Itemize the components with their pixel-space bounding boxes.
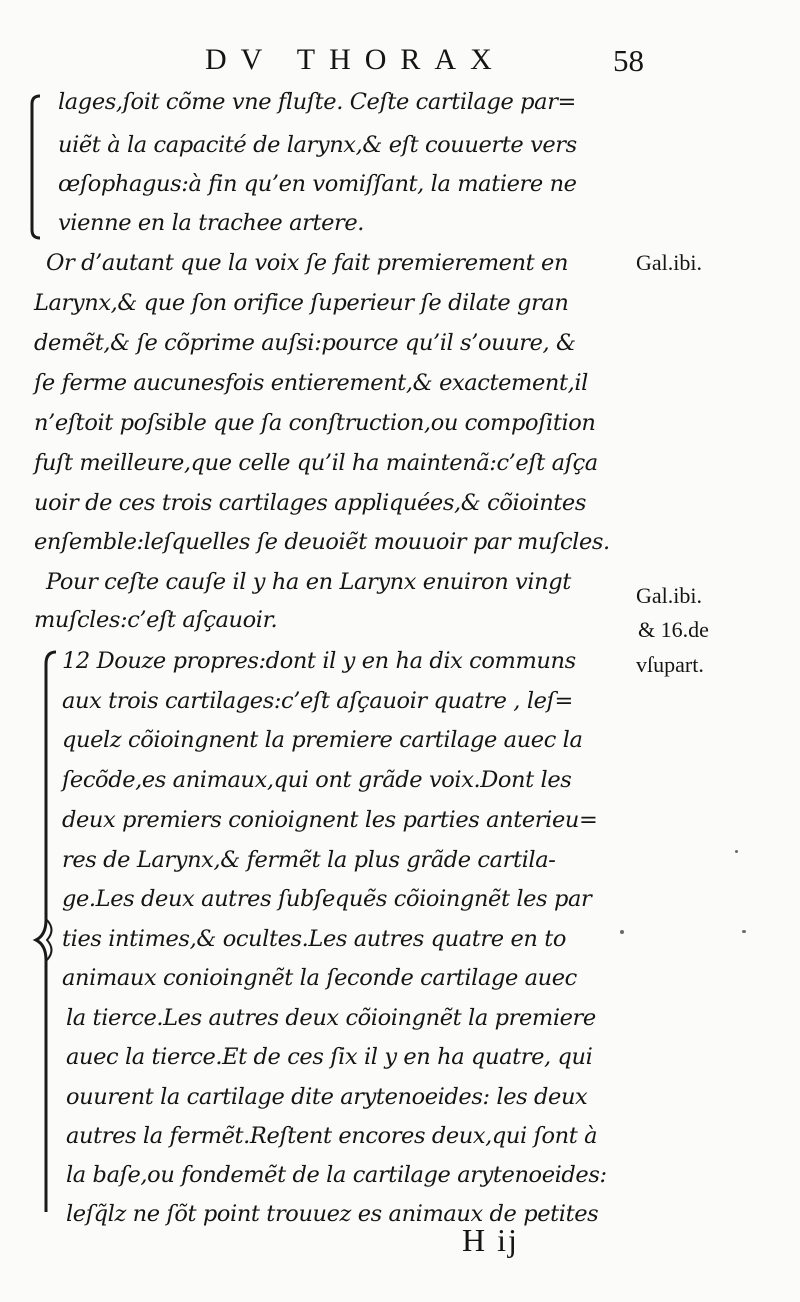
margin-note: Gal.ibi. bbox=[636, 250, 702, 275]
margin-note: Gal.ibi. bbox=[636, 583, 702, 608]
text-line: demẽt,& ſe cõprime auſsi:pource qu’il s’ouure, & bbox=[34, 330, 576, 356]
text-line: enſemble:leſquelles ſe deuoiẽt mouuoir par muſcles. bbox=[34, 529, 610, 555]
text-line: 12 Douze propres:dont il y en ha dix communs bbox=[62, 648, 576, 674]
text-line: ties intimes,& ocultes.Les autres quatre en to bbox=[62, 926, 566, 952]
text-line: quelz cõioingnent la premiere cartilage auec la bbox=[62, 727, 583, 753]
text-line: la tierce.Les autres deux cõioingnẽt la premiere bbox=[66, 1005, 596, 1031]
text-line: res de Larynx,& fermẽt la plus grãde cartila- bbox=[62, 847, 556, 873]
text-line: ouurent la cartilage dite arytenoeides: les deux bbox=[66, 1084, 588, 1110]
signature-mark: H ij bbox=[462, 1222, 519, 1258]
text-line: ſecõde,es animaux,qui ont grãde voix.Dont les bbox=[62, 767, 572, 793]
text-line: aux trois cartilages:c’eſt aſçauoir quatre , leſ= bbox=[62, 688, 573, 714]
text-line: uiẽt à la capacité de larynx,& eſt couuerte vers bbox=[58, 132, 577, 158]
text-line: fuſt meilleure,que celle qu’il ha maintenã:c’eſt aſça bbox=[34, 450, 598, 476]
brace-mark bbox=[47, 920, 52, 960]
text-line: œſophagus:à fin qu’en vomiſſant, la matiere ne bbox=[58, 171, 577, 197]
scan-speck bbox=[735, 850, 738, 853]
text-line: vienne en la trachee artere. bbox=[58, 210, 365, 236]
text-line: auec la tierce.Et de ces ſix il y en ha quatre, qui bbox=[66, 1044, 593, 1070]
scan-speck bbox=[742, 930, 746, 933]
text-line: ſe ferme aucunesfois entierement,& exactement,il bbox=[34, 370, 588, 396]
text-line: la baſe,ou fondemẽt de la cartilage arytenoeides: bbox=[66, 1162, 607, 1188]
text-line: autres la fermẽt.Reſtent encores deux,qui ſont à bbox=[66, 1123, 598, 1149]
text-line: Pour ceſte cauſe il y ha en Larynx enuiron vingt bbox=[46, 569, 571, 595]
margin-note: & 16.de bbox=[638, 617, 709, 642]
running-head: DV THORAX bbox=[205, 43, 506, 76]
text-line: lages,ſoit cõme vne fluſte. Ceſte cartilage par= bbox=[58, 89, 576, 115]
text-line: Larynx,& que ſon orifice ſuperieur ſe dilate gran bbox=[34, 290, 569, 316]
text-line: ge.Les deux autres ſubſequẽs cõioingnẽt les par bbox=[62, 886, 592, 912]
text-line: animaux conioingnẽt la ſeconde cartilage auec bbox=[62, 965, 577, 991]
bracket-muscles bbox=[36, 652, 56, 1212]
page-number: 58 bbox=[613, 43, 644, 78]
text-line: leſq̃lz ne ſõt point trouuez es animaux de petites bbox=[66, 1201, 599, 1227]
text-line: Or d’autant que la voix ſe fait premierement en bbox=[46, 250, 569, 276]
text-line: deux premiers conioignent les parties anterieu= bbox=[62, 807, 598, 833]
scan-speck bbox=[620, 930, 624, 934]
text-line: n’eſtoit poſsible que ſa conſtruction,ou compoſition bbox=[34, 410, 596, 436]
text-line: muſcles:c’eſt aſçauoir. bbox=[34, 607, 278, 633]
margin-note: vſupart. bbox=[636, 652, 704, 677]
bracket-top bbox=[32, 96, 40, 238]
text-line: uoir de ces trois cartilages appliquées,& cõiointes bbox=[34, 490, 586, 516]
